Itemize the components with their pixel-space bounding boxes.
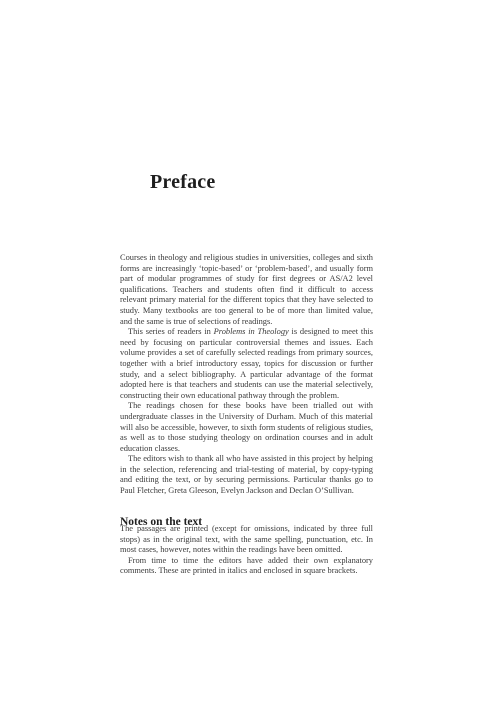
text-run: The editors wish to thank all who have assisted in this project by helping in the selection, referencing and trial-testing of material, by copy-typing and editing the text, or by securing permissions. Particular thanks go to Paul Fletcher, Greta Gleeson, Evelyn Jackson and Declan O’Sullivan. <box>120 454 373 496</box>
paragraph <box>120 401 373 454</box>
notes-body <box>120 524 373 577</box>
text-run: The readings chosen for these books have been trialled out with undergraduate classes in the University of Durham. Much of this material will also be accessible, however, to sixth form students of religious studies, as well as to those studying theology on ordination courses and in adult education classes. <box>120 401 373 453</box>
text-run: is designed to meet this need by focusing on particular controversial themes and issues. Each volume provides a set of carefully selected readings from primary sources, together with a brief introductory essay, topics for discussion or further study, and a select bibliography. A particular advantage of the format adopted here is that teachers and students can use the material selectively, constructing their own educational pathway through the problem. <box>120 327 373 400</box>
preface-body <box>120 253 373 497</box>
text-run: The passages are printed (except for omissions, indicated by three full stops) as in the original text, with the same spelling, punctuation, etc. In most cases, however, notes within the readings have been omitted. <box>120 524 373 555</box>
italic-text: Problems in Theology <box>213 327 289 337</box>
text-run: From time to time the editors have added their own explanatory comments. These are printed in italics and enclosed in square brackets. <box>120 555 373 576</box>
paragraph <box>120 556 373 577</box>
section-heading: Notes on the text <box>120 515 203 528</box>
paragraph <box>120 253 373 327</box>
paragraph <box>120 524 373 556</box>
page-title: Preface <box>150 171 216 194</box>
text-run: This series of readers in <box>128 327 214 337</box>
text-run: Courses in theology and religious studies in universities, colleges and sixth forms are increasingly ‘topic-based’ or ‘problem-based’, and usually form part of modular programmes of study for first degrees or AS/A2 level qualifications. Teachers and students often find it difficult to access relevant primary material for the different topics that they have selected to study. Many textbooks are too general to be of more than limited value, and the same is true of selections of readings. <box>120 253 373 326</box>
paragraph <box>120 327 373 401</box>
paragraph <box>120 454 373 496</box>
